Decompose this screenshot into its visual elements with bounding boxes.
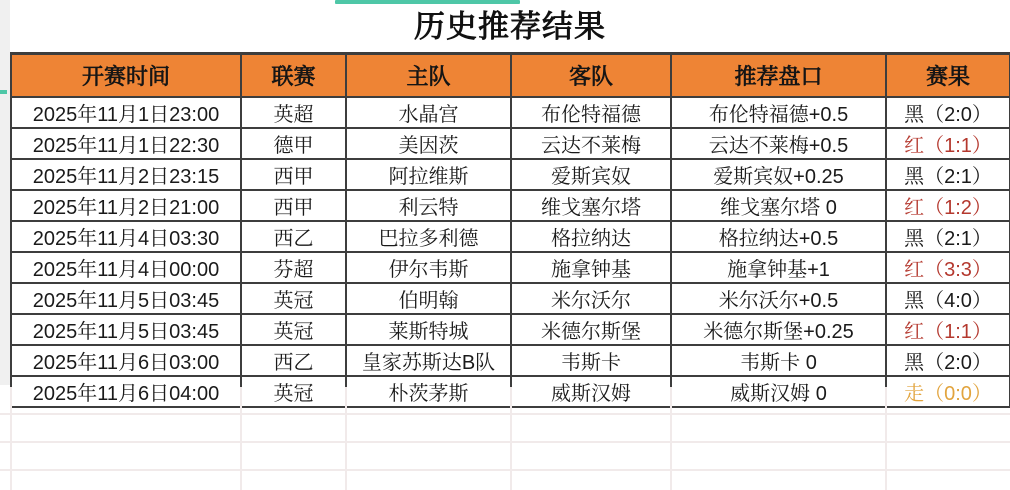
- cell-home-team[interactable]: 伊尔韦斯: [346, 252, 511, 283]
- cell-home-team[interactable]: 巴拉多利德: [346, 221, 511, 252]
- cell-handicap[interactable]: 格拉纳达+0.5: [671, 221, 886, 252]
- cell-away-team[interactable]: 威斯汉姆: [511, 376, 671, 407]
- cell-home-team[interactable]: 朴茨茅斯: [346, 376, 511, 407]
- cell-home-team[interactable]: 阿拉维斯: [346, 159, 511, 190]
- cell-league[interactable]: 英冠: [241, 314, 346, 345]
- cell-kickoff-time[interactable]: 2025年11月6日03:00: [11, 345, 241, 376]
- cell-handicap[interactable]: 布伦特福德+0.5: [671, 97, 886, 128]
- header-league[interactable]: 联赛: [241, 54, 346, 98]
- gridline: [0, 413, 1010, 415]
- cell-kickoff-time[interactable]: 2025年11月5日03:45: [11, 283, 241, 314]
- cell-handicap[interactable]: 米德尔斯堡+0.25: [671, 314, 886, 345]
- cell-away-team[interactable]: 米德尔斯堡: [511, 314, 671, 345]
- cell-kickoff-time[interactable]: 2025年11月5日03:45: [11, 314, 241, 345]
- cell-league[interactable]: 芬超: [241, 252, 346, 283]
- cell-kickoff-time[interactable]: 2025年11月6日04:00: [11, 376, 241, 407]
- table-row: [11, 252, 1010, 283]
- cell-handicap[interactable]: 威斯汉姆 0: [671, 376, 886, 407]
- table-row: [11, 190, 1010, 221]
- cell-result[interactable]: 红（1:1）: [886, 128, 1010, 159]
- cell-home-team[interactable]: 美因茨: [346, 128, 511, 159]
- table-row: [11, 159, 1010, 190]
- table-row: [11, 221, 1010, 252]
- cell-league[interactable]: 西乙: [241, 345, 346, 376]
- cell-league[interactable]: 英超: [241, 97, 346, 128]
- cell-away-team[interactable]: 云达不莱梅: [511, 128, 671, 159]
- cell-handicap[interactable]: 维戈塞尔塔 0: [671, 190, 886, 221]
- table-row: [11, 128, 1010, 159]
- table-row: [11, 314, 1010, 345]
- cell-result[interactable]: 黑（4:0）: [886, 283, 1010, 314]
- cell-result[interactable]: 黑（2:1）: [886, 159, 1010, 190]
- cell-league[interactable]: 西甲: [241, 190, 346, 221]
- cell-league[interactable]: 英冠: [241, 283, 346, 314]
- app-edge-strip: [0, 0, 10, 385]
- cell-home-team[interactable]: 水晶宫: [346, 97, 511, 128]
- cell-handicap[interactable]: 米尔沃尔+0.5: [671, 283, 886, 314]
- cell-home-team[interactable]: 伯明翰: [346, 283, 511, 314]
- cell-kickoff-time[interactable]: 2025年11月1日23:00: [11, 97, 241, 128]
- table-row: [11, 283, 1010, 314]
- cell-away-team[interactable]: 维戈塞尔塔: [511, 190, 671, 221]
- recommendation-table: [10, 52, 1010, 408]
- table-row: [11, 376, 1010, 407]
- cell-away-team[interactable]: 格拉纳达: [511, 221, 671, 252]
- cell-home-team[interactable]: 利云特: [346, 190, 511, 221]
- cell-handicap[interactable]: 爱斯宾奴+0.25: [671, 159, 886, 190]
- header-home-team[interactable]: 主队: [346, 54, 511, 98]
- cell-away-team[interactable]: 米尔沃尔: [511, 283, 671, 314]
- gridline: [0, 441, 1010, 443]
- cell-kickoff-time[interactable]: 2025年11月4日03:30: [11, 221, 241, 252]
- cell-result[interactable]: 红（1:2）: [886, 190, 1010, 221]
- cell-handicap[interactable]: 云达不莱梅+0.5: [671, 128, 886, 159]
- gridline: [0, 469, 1010, 471]
- page-title: 历史推荐结果: [414, 9, 606, 44]
- header-result[interactable]: 赛果: [886, 54, 1010, 98]
- cell-kickoff-time[interactable]: 2025年11月2日23:15: [11, 159, 241, 190]
- cell-result[interactable]: 红（3:3）: [886, 252, 1010, 283]
- cell-handicap[interactable]: 施拿钟基+1: [671, 252, 886, 283]
- cell-league[interactable]: 德甲: [241, 128, 346, 159]
- table-row: [11, 97, 1010, 128]
- cell-away-team[interactable]: 布伦特福德: [511, 97, 671, 128]
- cell-kickoff-time[interactable]: 2025年11月4日00:00: [11, 252, 241, 283]
- header-away-team[interactable]: 客队: [511, 54, 671, 98]
- cell-result[interactable]: 黑（2:0）: [886, 97, 1010, 128]
- cell-kickoff-time[interactable]: 2025年11月1日22:30: [11, 128, 241, 159]
- cell-away-team[interactable]: 爱斯宾奴: [511, 159, 671, 190]
- cell-league[interactable]: 英冠: [241, 376, 346, 407]
- header-kickoff-time[interactable]: 开赛时间: [11, 54, 241, 98]
- cell-result[interactable]: 黑（2:0）: [886, 345, 1010, 376]
- cell-away-team[interactable]: 施拿钟基: [511, 252, 671, 283]
- cell-away-team[interactable]: 韦斯卡: [511, 345, 671, 376]
- cell-home-team[interactable]: 莱斯特城: [346, 314, 511, 345]
- cell-league[interactable]: 西甲: [241, 159, 346, 190]
- table-row: [11, 345, 1010, 376]
- cell-league[interactable]: 西乙: [241, 221, 346, 252]
- cell-result[interactable]: 走（0:0）: [886, 376, 1010, 407]
- cell-home-team[interactable]: 皇家苏斯达B队: [346, 345, 511, 376]
- table-header-row: [11, 54, 1010, 98]
- selection-indicator-left: [0, 90, 7, 94]
- cell-result[interactable]: 红（1:1）: [886, 314, 1010, 345]
- header-handicap[interactable]: 推荐盘口: [671, 54, 886, 98]
- table-body: [11, 97, 1010, 407]
- cell-result[interactable]: 黑（2:1）: [886, 221, 1010, 252]
- cell-handicap[interactable]: 韦斯卡 0: [671, 345, 886, 376]
- cell-kickoff-time[interactable]: 2025年11月2日21:00: [11, 190, 241, 221]
